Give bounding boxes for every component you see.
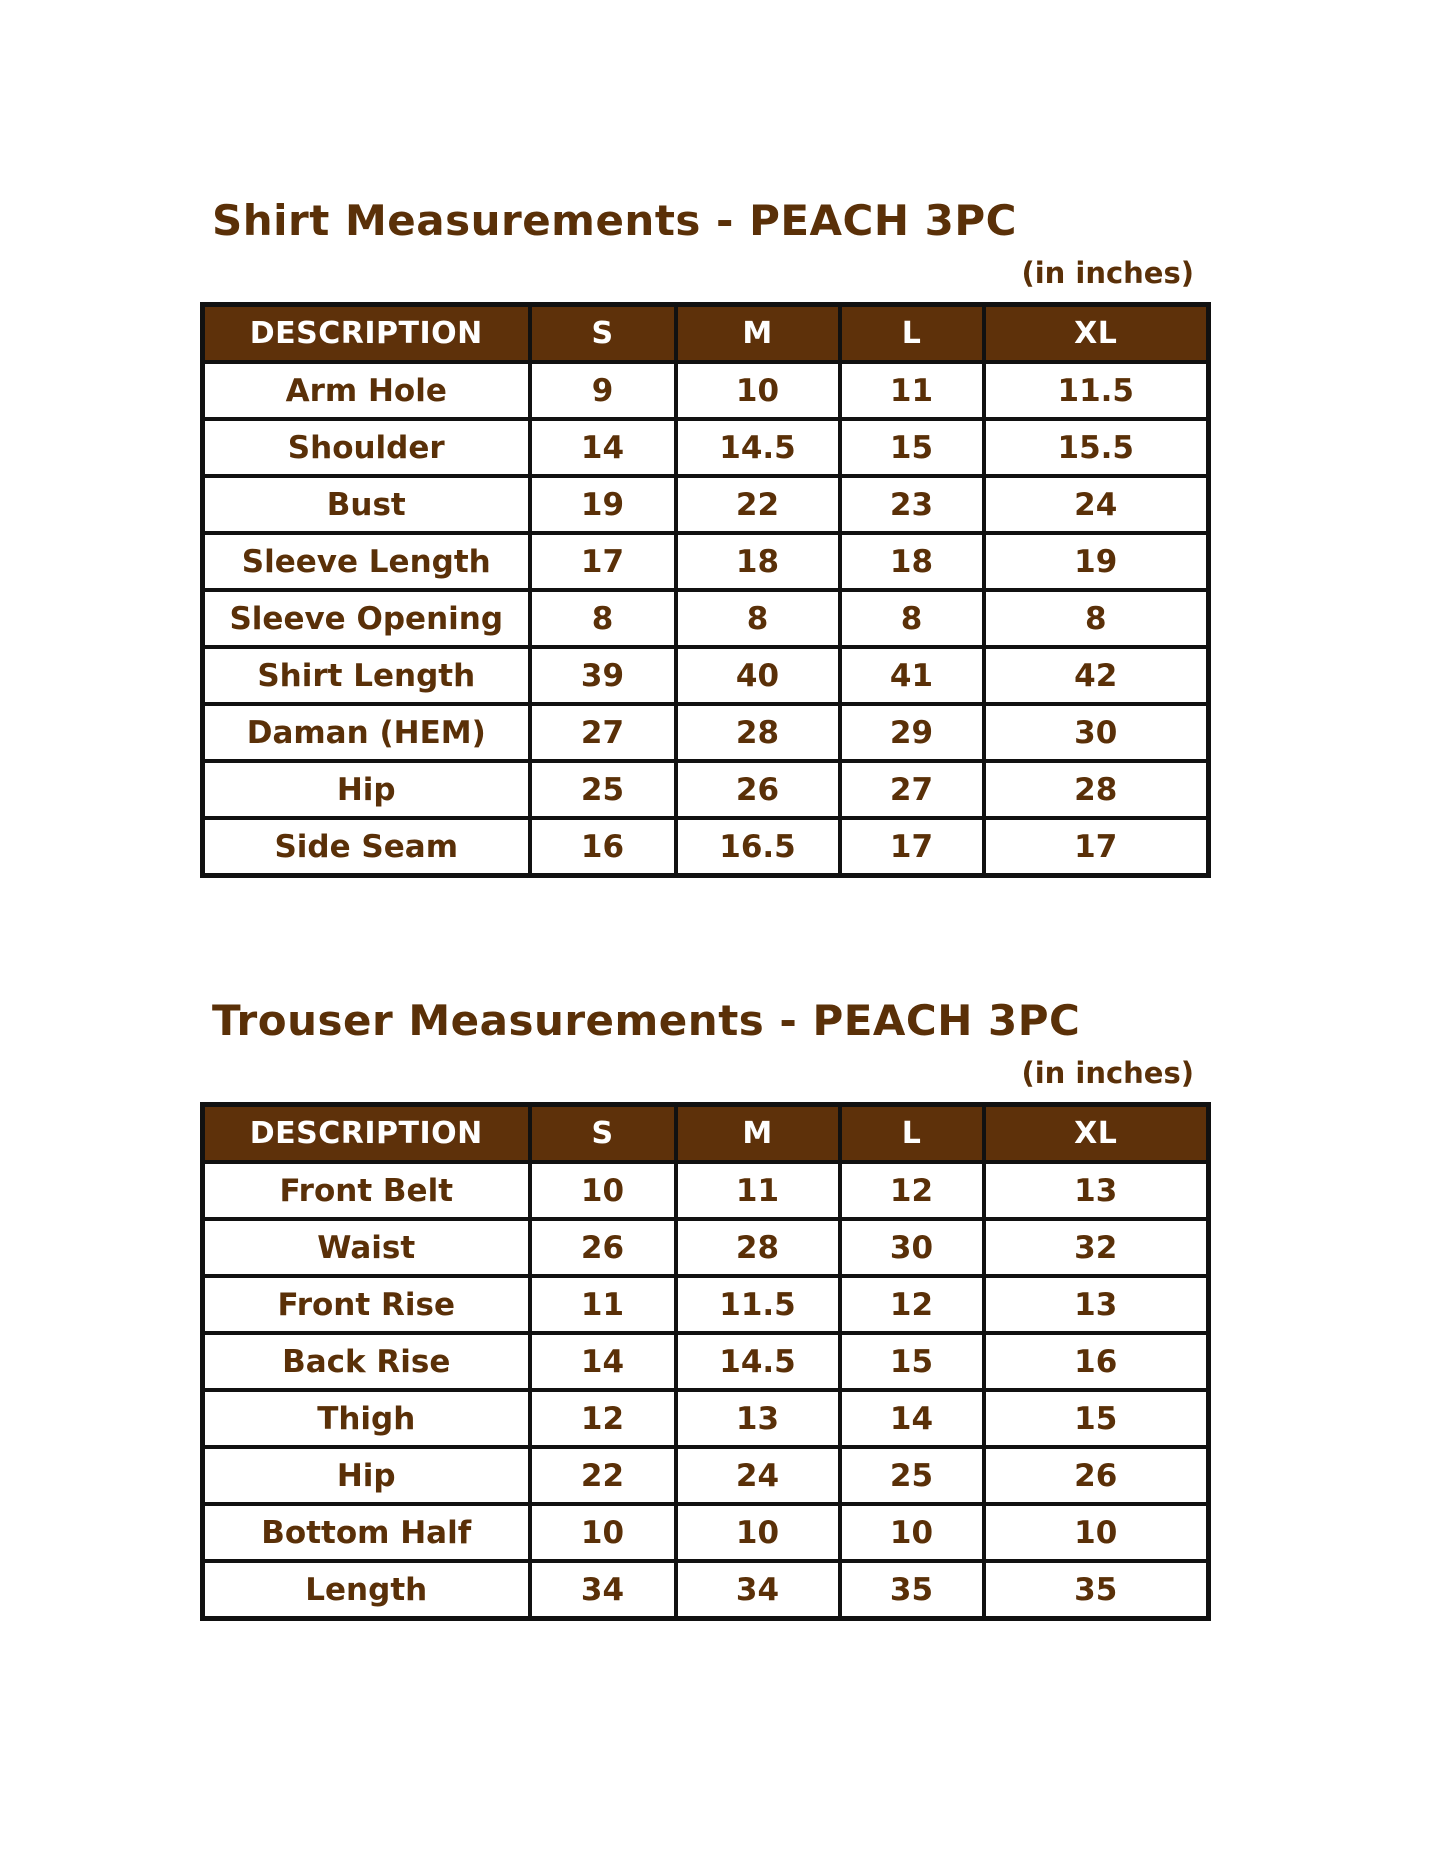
table-row xyxy=(203,1333,1209,1390)
cell-size-m: 26 xyxy=(676,761,840,818)
header-size-m: M xyxy=(676,1105,840,1163)
cell-size-m: 13 xyxy=(676,1390,840,1447)
cell-size-s: 19 xyxy=(530,476,676,533)
cell-size-m: 10 xyxy=(676,1504,840,1561)
row-description: Sleeve Opening xyxy=(203,590,530,647)
cell-size-l: 41 xyxy=(840,647,984,704)
row-description: Bottom Half xyxy=(203,1504,530,1561)
shirt-title: Shirt Measurements - PEACH 3PC xyxy=(212,196,1017,245)
cell-size-l: 14 xyxy=(840,1390,984,1447)
row-description: Arm Hole xyxy=(203,362,530,419)
table-row xyxy=(203,476,1209,533)
cell-size-m: 28 xyxy=(676,1219,840,1276)
cell-size-l: 29 xyxy=(840,704,984,761)
cell-size-s: 27 xyxy=(530,704,676,761)
trouser-measurement-table xyxy=(200,1102,1211,1621)
shirt-measurement-table xyxy=(200,302,1211,878)
cell-size-l: 15 xyxy=(840,419,984,476)
table-row xyxy=(203,1447,1209,1504)
cell-size-m: 14.5 xyxy=(676,419,840,476)
cell-size-xl: 19 xyxy=(984,533,1209,590)
table-row xyxy=(203,1390,1209,1447)
table-row xyxy=(203,1504,1209,1561)
row-description: Front Belt xyxy=(203,1162,530,1219)
row-description: Daman (HEM) xyxy=(203,704,530,761)
cell-size-s: 14 xyxy=(530,1333,676,1390)
cell-size-m: 14.5 xyxy=(676,1333,840,1390)
trouser-title: Trouser Measurements - PEACH 3PC xyxy=(212,996,1081,1045)
cell-size-s: 39 xyxy=(530,647,676,704)
cell-size-m: 34 xyxy=(676,1561,840,1619)
cell-size-xl: 24 xyxy=(984,476,1209,533)
header-size-m: M xyxy=(676,305,840,363)
table-row xyxy=(203,704,1209,761)
header-size-l: L xyxy=(840,1105,984,1163)
cell-size-l: 23 xyxy=(840,476,984,533)
cell-size-s: 16 xyxy=(530,818,676,876)
header-size-l: L xyxy=(840,305,984,363)
header-size-xl: XL xyxy=(984,305,1209,363)
table-row xyxy=(203,1162,1209,1219)
cell-size-m: 8 xyxy=(676,590,840,647)
cell-size-m: 40 xyxy=(676,647,840,704)
cell-size-m: 10 xyxy=(676,362,840,419)
row-description: Side Seam xyxy=(203,818,530,876)
table-row xyxy=(203,1561,1209,1619)
header-size-s: S xyxy=(530,305,676,363)
trouser-unit-note: (in inches) xyxy=(1021,1056,1194,1090)
cell-size-xl: 28 xyxy=(984,761,1209,818)
header-description: DESCRIPTION xyxy=(203,305,530,363)
cell-size-xl: 35 xyxy=(984,1561,1209,1619)
header-size-xl: XL xyxy=(984,1105,1209,1163)
cell-size-m: 28 xyxy=(676,704,840,761)
cell-size-s: 25 xyxy=(530,761,676,818)
row-description: Hip xyxy=(203,1447,530,1504)
cell-size-xl: 42 xyxy=(984,647,1209,704)
cell-size-xl: 30 xyxy=(984,704,1209,761)
row-description: Sleeve Length xyxy=(203,533,530,590)
row-description: Bust xyxy=(203,476,530,533)
cell-size-xl: 16 xyxy=(984,1333,1209,1390)
cell-size-l: 30 xyxy=(840,1219,984,1276)
cell-size-l: 12 xyxy=(840,1276,984,1333)
table-row xyxy=(203,761,1209,818)
cell-size-m: 22 xyxy=(676,476,840,533)
shirt-unit-note: (in inches) xyxy=(1021,256,1194,290)
cell-size-s: 10 xyxy=(530,1162,676,1219)
table-row xyxy=(203,590,1209,647)
cell-size-m: 18 xyxy=(676,533,840,590)
row-description: Length xyxy=(203,1561,530,1619)
cell-size-l: 35 xyxy=(840,1561,984,1619)
row-description: Thigh xyxy=(203,1390,530,1447)
cell-size-s: 22 xyxy=(530,1447,676,1504)
table-row xyxy=(203,1219,1209,1276)
cell-size-s: 9 xyxy=(530,362,676,419)
cell-size-xl: 26 xyxy=(984,1447,1209,1504)
cell-size-s: 8 xyxy=(530,590,676,647)
cell-size-l: 18 xyxy=(840,533,984,590)
row-description: Waist xyxy=(203,1219,530,1276)
row-description: Hip xyxy=(203,761,530,818)
cell-size-s: 26 xyxy=(530,1219,676,1276)
cell-size-xl: 15 xyxy=(984,1390,1209,1447)
table-row xyxy=(203,647,1209,704)
header-size-s: S xyxy=(530,1105,676,1163)
table-header-row xyxy=(203,305,1209,363)
cell-size-l: 10 xyxy=(840,1504,984,1561)
cell-size-m: 24 xyxy=(676,1447,840,1504)
cell-size-xl: 13 xyxy=(984,1162,1209,1219)
row-description: Front Rise xyxy=(203,1276,530,1333)
cell-size-xl: 17 xyxy=(984,818,1209,876)
cell-size-l: 8 xyxy=(840,590,984,647)
cell-size-xl: 11.5 xyxy=(984,362,1209,419)
table-row xyxy=(203,818,1209,876)
cell-size-xl: 32 xyxy=(984,1219,1209,1276)
cell-size-s: 10 xyxy=(530,1504,676,1561)
cell-size-s: 34 xyxy=(530,1561,676,1619)
cell-size-l: 27 xyxy=(840,761,984,818)
row-description: Shoulder xyxy=(203,419,530,476)
cell-size-m: 16.5 xyxy=(676,818,840,876)
cell-size-s: 17 xyxy=(530,533,676,590)
table-row xyxy=(203,1276,1209,1333)
cell-size-s: 11 xyxy=(530,1276,676,1333)
table-row xyxy=(203,533,1209,590)
cell-size-l: 15 xyxy=(840,1333,984,1390)
table-row xyxy=(203,419,1209,476)
cell-size-l: 25 xyxy=(840,1447,984,1504)
cell-size-l: 17 xyxy=(840,818,984,876)
cell-size-xl: 13 xyxy=(984,1276,1209,1333)
cell-size-xl: 8 xyxy=(984,590,1209,647)
table-row xyxy=(203,362,1209,419)
row-description: Shirt Length xyxy=(203,647,530,704)
header-description: DESCRIPTION xyxy=(203,1105,530,1163)
table-header-row xyxy=(203,1105,1209,1163)
cell-size-xl: 10 xyxy=(984,1504,1209,1561)
cell-size-xl: 15.5 xyxy=(984,419,1209,476)
cell-size-m: 11.5 xyxy=(676,1276,840,1333)
cell-size-l: 11 xyxy=(840,362,984,419)
cell-size-m: 11 xyxy=(676,1162,840,1219)
cell-size-s: 12 xyxy=(530,1390,676,1447)
cell-size-s: 14 xyxy=(530,419,676,476)
row-description: Back Rise xyxy=(203,1333,530,1390)
cell-size-l: 12 xyxy=(840,1162,984,1219)
